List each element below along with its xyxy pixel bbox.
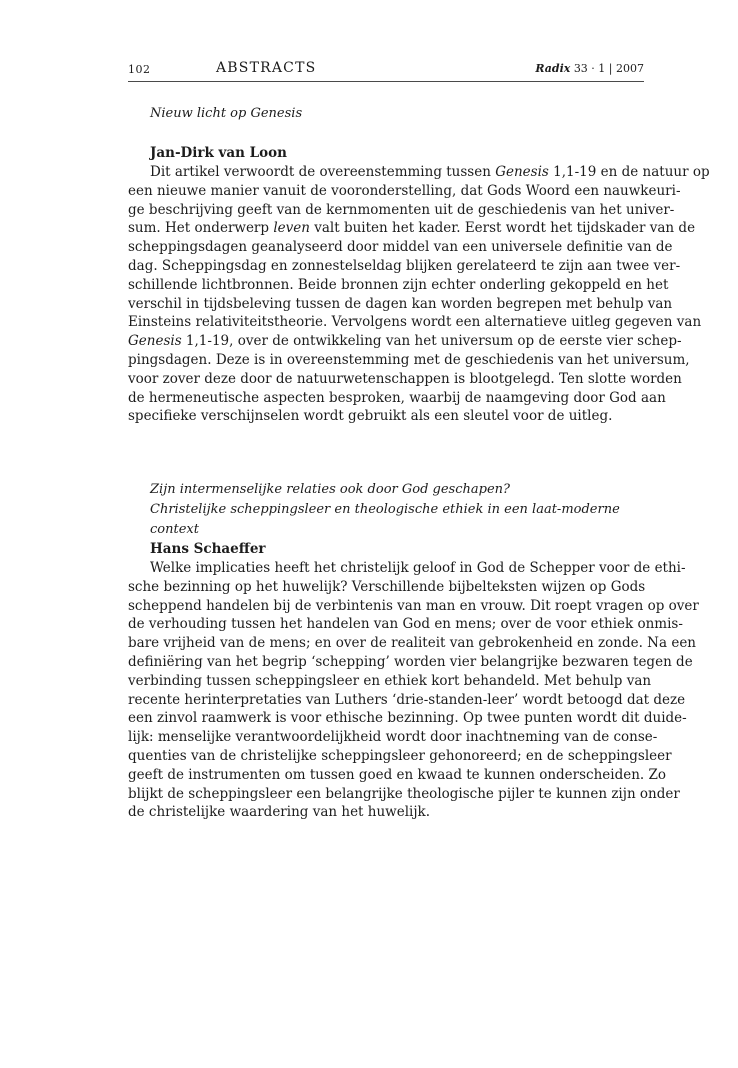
abstract-text-line: lijk: menselijke verantwoordelijkheid wordt door inachtneming van de conse- (128, 729, 658, 746)
page-number: 102 (128, 63, 151, 76)
author-name: Hans Schaeffer (150, 541, 266, 557)
abstract-text-line: voor zover deze door de natuurwetenschappen is blootgelegd. Ten slotte worden (128, 370, 682, 387)
abstract-text-line: de hermeneutische aspecten besproken, waarbij de naamgeving door God aan (128, 389, 666, 406)
abstract-text-line: geeft de instrumenten om tussen goed en kwaad te kunnen onderscheiden. Zo (128, 766, 667, 783)
abstract-text-line: een zinvol raamwerk is voor ethische bezinning. Op twee punten wordt dit duide- (128, 710, 687, 727)
author-name: Jan-Dirk van Loon (150, 145, 287, 161)
article-title: Christelijke scheppingsleer en theologische ethiek in een laat-moderne context (150, 502, 620, 537)
abstract-text-line: verbinding tussen scheppingsleer en ethiek kort behandeld. Met behulp van (128, 672, 652, 689)
article-title: Nieuw licht op Genesis (150, 106, 303, 121)
journal-reference (535, 62, 644, 75)
article-title: Zijn intermenselijke relaties ook door God geschapen? (150, 482, 510, 497)
abstract-text-line: verschil in tijdsbeleving tussen de dagen kan worden begrepen met behulp van (128, 295, 673, 312)
abstract-text-line: quenties van de christelijke scheppingsleer gehonoreerd; en de scheppingsleer (128, 748, 672, 764)
italic-term: Genesis (495, 164, 549, 180)
abstract-text-line: ge beschrijving geeft van de kernmomenten uit de geschiedenis van het univer- (128, 201, 675, 218)
journal-name: Radix (535, 62, 571, 75)
abstract-text-line: Einsteins relativiteitstheorie. Vervolgens wordt een alternatieve uitleg gegeven van (128, 314, 702, 331)
abstract-text-line: Genesis 1,1-19, over de ontwikkeling van het universum op de eerste vier schep- (128, 333, 682, 350)
abstract-text-line: blijkt de scheppingsleer een belangrijke theologische pijler te kunnen zijn onder (128, 785, 680, 802)
abstract-text-line: scheppend handelen bij de verbintenis van man en vrouw. Dit roept vragen op over (128, 597, 699, 614)
abstract-text-line: de christelijke waardering van het huwelijk. (128, 804, 430, 821)
italic-term: leven (273, 220, 310, 237)
abstract-text-line: de verhouding tussen het handelen van God en mens; over de voor ethiek onmis- (128, 616, 683, 633)
section-title: ABSTRACTS (216, 60, 317, 76)
abstract-text-line: Dit artikel verwoordt de overeenstemming tussen Genesis 1,1-19 en de natuur op (150, 164, 710, 180)
journal-issue: 33 · 1 | 2007 (573, 62, 644, 75)
abstract-text-line: recente herinterpretaties van Luthers ‘drie-standen-leer’ wordt betoogd dat deze (128, 691, 686, 708)
abstract-text-line: pingsdagen. Deze is in overeenstemming met de geschiedenis van het universum, (128, 352, 690, 368)
abstract-text-line: sum. Het onderwerp leven valt buiten het kader. Eerst wordt het tijdskader van de (128, 220, 696, 237)
abstract-text-line: sche bezinning op het huwelijk? Verschillende bijbelteksten wijzen op Gods (128, 578, 646, 595)
abstract-text-line: bare vrijheid van de mens; en over de realiteit van gebrokenheid en zonde. Na een (128, 635, 697, 652)
abstract-text-line: Welke implicaties heeft het christelijk geloof in God de Schepper voor de ethi- (150, 560, 686, 576)
running-header (128, 59, 644, 82)
abstract-text-line: scheppingsdagen geanalyseerd door middel van een universele definitie van de (128, 239, 673, 256)
abstract-text-line: een nieuwe manier vanuit de vooronderstelling, dat Gods Woord een nauwkeuri- (128, 182, 681, 199)
abstract-text-line: dag. Scheppingsdag en zonnestelseldag blijken gerelateerd te zijn aan twee ver- (128, 258, 681, 274)
abstract-text-line: schillende lichtbronnen. Beide bronnen zijn echter onderling gekoppeld en het (128, 276, 669, 293)
italic-term: Genesis (128, 333, 182, 350)
abstract-text-line: definiëring van het begrip ‘schepping’ worden vier belangrijke bezwaren tegen de (128, 654, 693, 670)
abstract-text-line: specifieke verschijnselen wordt gebruikt als een sleutel voor de uitleg. (128, 408, 613, 425)
